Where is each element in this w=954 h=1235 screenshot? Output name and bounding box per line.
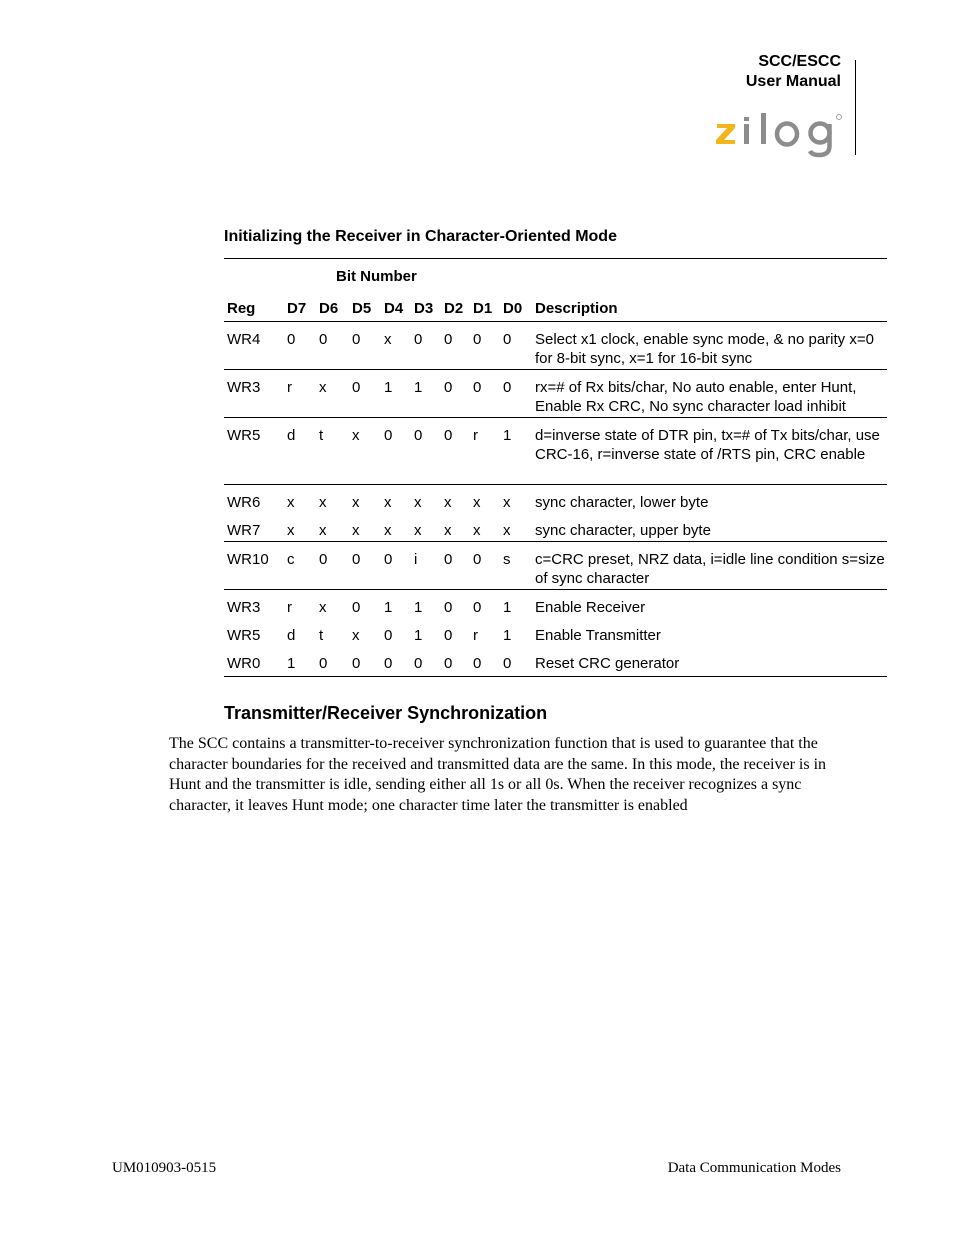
body-paragraph: The SCC contains a transmitter-to-receiver synchronization function that is used to guarantee that the character boundaries for the received and transmitted data are the same. In this mode, the receiver is in Hunt and the transmitter is idle, sending either all 1s or all 0s. When the receiver recognizes a sync character, it leaves Hunt mode; one character time later the transmitter is enabled <box>169 735 827 814</box>
table-header-row <box>224 294 887 321</box>
bit-cell-d2: x <box>444 494 452 511</box>
bit-cell-d0: x <box>503 522 511 539</box>
bit-cell-d6: x <box>319 599 327 616</box>
bit-cell-d1: x <box>473 494 481 511</box>
column-header-description: Description <box>535 300 618 317</box>
column-header-d2: D2 <box>444 300 464 317</box>
table-body <box>224 321 887 676</box>
bit-number-label: Bit Number <box>336 268 417 285</box>
bit-cell-d0: 1 <box>503 427 512 444</box>
bit-cell-d0: 0 <box>503 331 512 348</box>
column-header-d3: D3 <box>414 300 434 317</box>
bit-cell-d7: d <box>287 427 296 444</box>
bit-cell-d1: x <box>473 522 481 539</box>
bit-cell-d3: 0 <box>414 655 423 672</box>
bit-cell-d2: 0 <box>444 379 453 396</box>
bit-cell-d6: 0 <box>319 655 328 672</box>
bit-cell-d3: 1 <box>414 599 423 616</box>
header-line-2: User Manual <box>745 73 841 90</box>
register-cell: WR5 <box>227 627 261 644</box>
bit-cell-d0: 0 <box>503 379 512 396</box>
bit-cell-d3: x <box>414 494 422 511</box>
bit-cell-d5: x <box>352 494 360 511</box>
bit-cell-d0: 1 <box>503 599 512 616</box>
bit-cell-d6: x <box>319 379 327 396</box>
section-title: Initializing the Receiver in Character-Oriented Mode <box>224 228 617 245</box>
register-table <box>224 258 887 677</box>
bit-cell-d6: 0 <box>319 331 328 348</box>
description-cell: c=CRC preset, NRZ data, i=idle line condition s=size of sync character <box>535 551 885 587</box>
column-header-d1: D1 <box>473 300 493 317</box>
table-row <box>224 646 887 676</box>
column-header-d5: D5 <box>352 300 372 317</box>
register-cell: WR7 <box>227 522 261 539</box>
bit-cell-d0: s <box>503 551 511 568</box>
bit-cell-d5: 0 <box>352 599 361 616</box>
register-cell: WR3 <box>227 599 261 616</box>
bit-cell-d1: r <box>473 627 478 644</box>
bit-cell-d3: i <box>414 551 418 568</box>
bit-cell-d0: 1 <box>503 627 512 644</box>
zilog-logo <box>713 104 848 159</box>
register-cell: WR6 <box>227 494 261 511</box>
header-divider <box>855 60 856 155</box>
footer-chapter-title: Data Communication Modes <box>667 1160 841 1176</box>
bit-cell-d7: r <box>287 379 292 396</box>
bit-cell-d7: x <box>287 494 295 511</box>
table-row <box>224 321 887 369</box>
description-cell: sync character, lower byte <box>535 494 709 511</box>
table-row <box>224 417 887 484</box>
bit-cell-d4: x <box>384 522 392 539</box>
table-row <box>224 513 887 541</box>
bit-cell-d5: x <box>352 427 360 444</box>
bit-cell-d7: x <box>287 522 295 539</box>
description-cell: d=inverse state of DTR pin, tx=# of Tx bits/char, use CRC-16, r=inverse state of /RTS pin, CRC enable <box>535 427 880 463</box>
register-cell: WR5 <box>227 427 261 444</box>
bit-cell-d1: 0 <box>473 599 482 616</box>
bit-cell-d2: 0 <box>444 331 453 348</box>
bit-cell-d0: x <box>503 494 511 511</box>
description-cell: Select x1 clock, enable sync mode, & no parity x=0 for 8-bit sync, x=1 for 16-bit sync <box>535 331 874 367</box>
bit-cell-d2: 0 <box>444 655 453 672</box>
bit-cell-d7: r <box>287 599 292 616</box>
bit-cell-d5: 0 <box>352 331 361 348</box>
register-cell: WR0 <box>227 655 261 672</box>
bit-cell-d3: x <box>414 522 422 539</box>
bit-cell-d4: 0 <box>384 655 393 672</box>
column-header-reg: Reg <box>227 300 256 317</box>
bit-cell-d4: x <box>384 331 392 348</box>
bit-cell-d2: 0 <box>444 599 453 616</box>
bit-cell-d7: c <box>287 551 295 568</box>
document-header <box>746 52 841 92</box>
table-row <box>224 589 887 618</box>
table-row <box>224 541 887 589</box>
bit-cell-d0: 0 <box>503 655 512 672</box>
register-cell: WR3 <box>227 379 261 396</box>
bit-cell-d1: r <box>473 427 478 444</box>
bit-cell-d2: 0 <box>444 427 453 444</box>
description-cell: Enable Receiver <box>535 599 646 616</box>
bit-cell-d2: x <box>444 522 452 539</box>
bit-cell-d2: 0 <box>444 551 453 568</box>
bit-cell-d4: 0 <box>384 427 393 444</box>
description-cell: Enable Transmitter <box>535 627 661 644</box>
column-header-d7: D7 <box>287 300 307 317</box>
bit-cell-d5: 0 <box>352 379 361 396</box>
section-2-title: Transmitter/Receiver Synchronization <box>224 703 548 723</box>
header-line-1: SCC/ESCC <box>758 53 841 70</box>
bit-cell-d1: 0 <box>473 655 482 672</box>
bit-cell-d6: t <box>319 427 324 444</box>
column-header-d0: D0 <box>503 300 523 317</box>
bit-cell-d5: 0 <box>352 551 361 568</box>
bit-cell-d4: 1 <box>384 379 393 396</box>
bit-cell-d5: x <box>352 627 360 644</box>
description-cell: rx=# of Rx bits/char, No auto enable, enter Hunt, Enable Rx CRC, No sync character load inhibit <box>535 379 857 415</box>
bit-cell-d3: 1 <box>414 627 423 644</box>
register-cell: WR10 <box>227 551 269 568</box>
description-cell: Reset CRC generator <box>535 655 680 672</box>
bit-cell-d4: x <box>384 494 392 511</box>
bit-cell-d6: t <box>319 627 324 644</box>
bit-cell-d4: 0 <box>384 627 393 644</box>
bit-cell-d4: 0 <box>384 551 393 568</box>
column-header-d6: D6 <box>319 300 339 317</box>
bit-cell-d7: 1 <box>287 655 296 672</box>
footer-document-id: UM010903-0515 <box>112 1160 217 1176</box>
bit-cell-d6: 0 <box>319 551 328 568</box>
bit-cell-d1: 0 <box>473 331 482 348</box>
bit-cell-d2: 0 <box>444 627 453 644</box>
register-cell: WR4 <box>227 331 261 348</box>
column-header-d4: D4 <box>384 300 404 317</box>
bit-cell-d3: 0 <box>414 331 423 348</box>
bit-cell-d5: 0 <box>352 655 361 672</box>
bit-cell-d1: 0 <box>473 551 482 568</box>
bit-cell-d7: d <box>287 627 296 644</box>
bit-cell-d4: 1 <box>384 599 393 616</box>
table-row <box>224 369 887 417</box>
bit-cell-d6: x <box>319 494 327 511</box>
bit-cell-d1: 0 <box>473 379 482 396</box>
bit-cell-d6: x <box>319 522 327 539</box>
table-row <box>224 618 887 646</box>
bit-cell-d3: 1 <box>414 379 423 396</box>
bit-number-row <box>224 259 887 294</box>
bit-cell-d5: x <box>352 522 360 539</box>
description-cell: sync character, upper byte <box>535 522 711 539</box>
table-row <box>224 484 887 513</box>
bit-cell-d7: 0 <box>287 331 296 348</box>
bit-cell-d3: 0 <box>414 427 423 444</box>
